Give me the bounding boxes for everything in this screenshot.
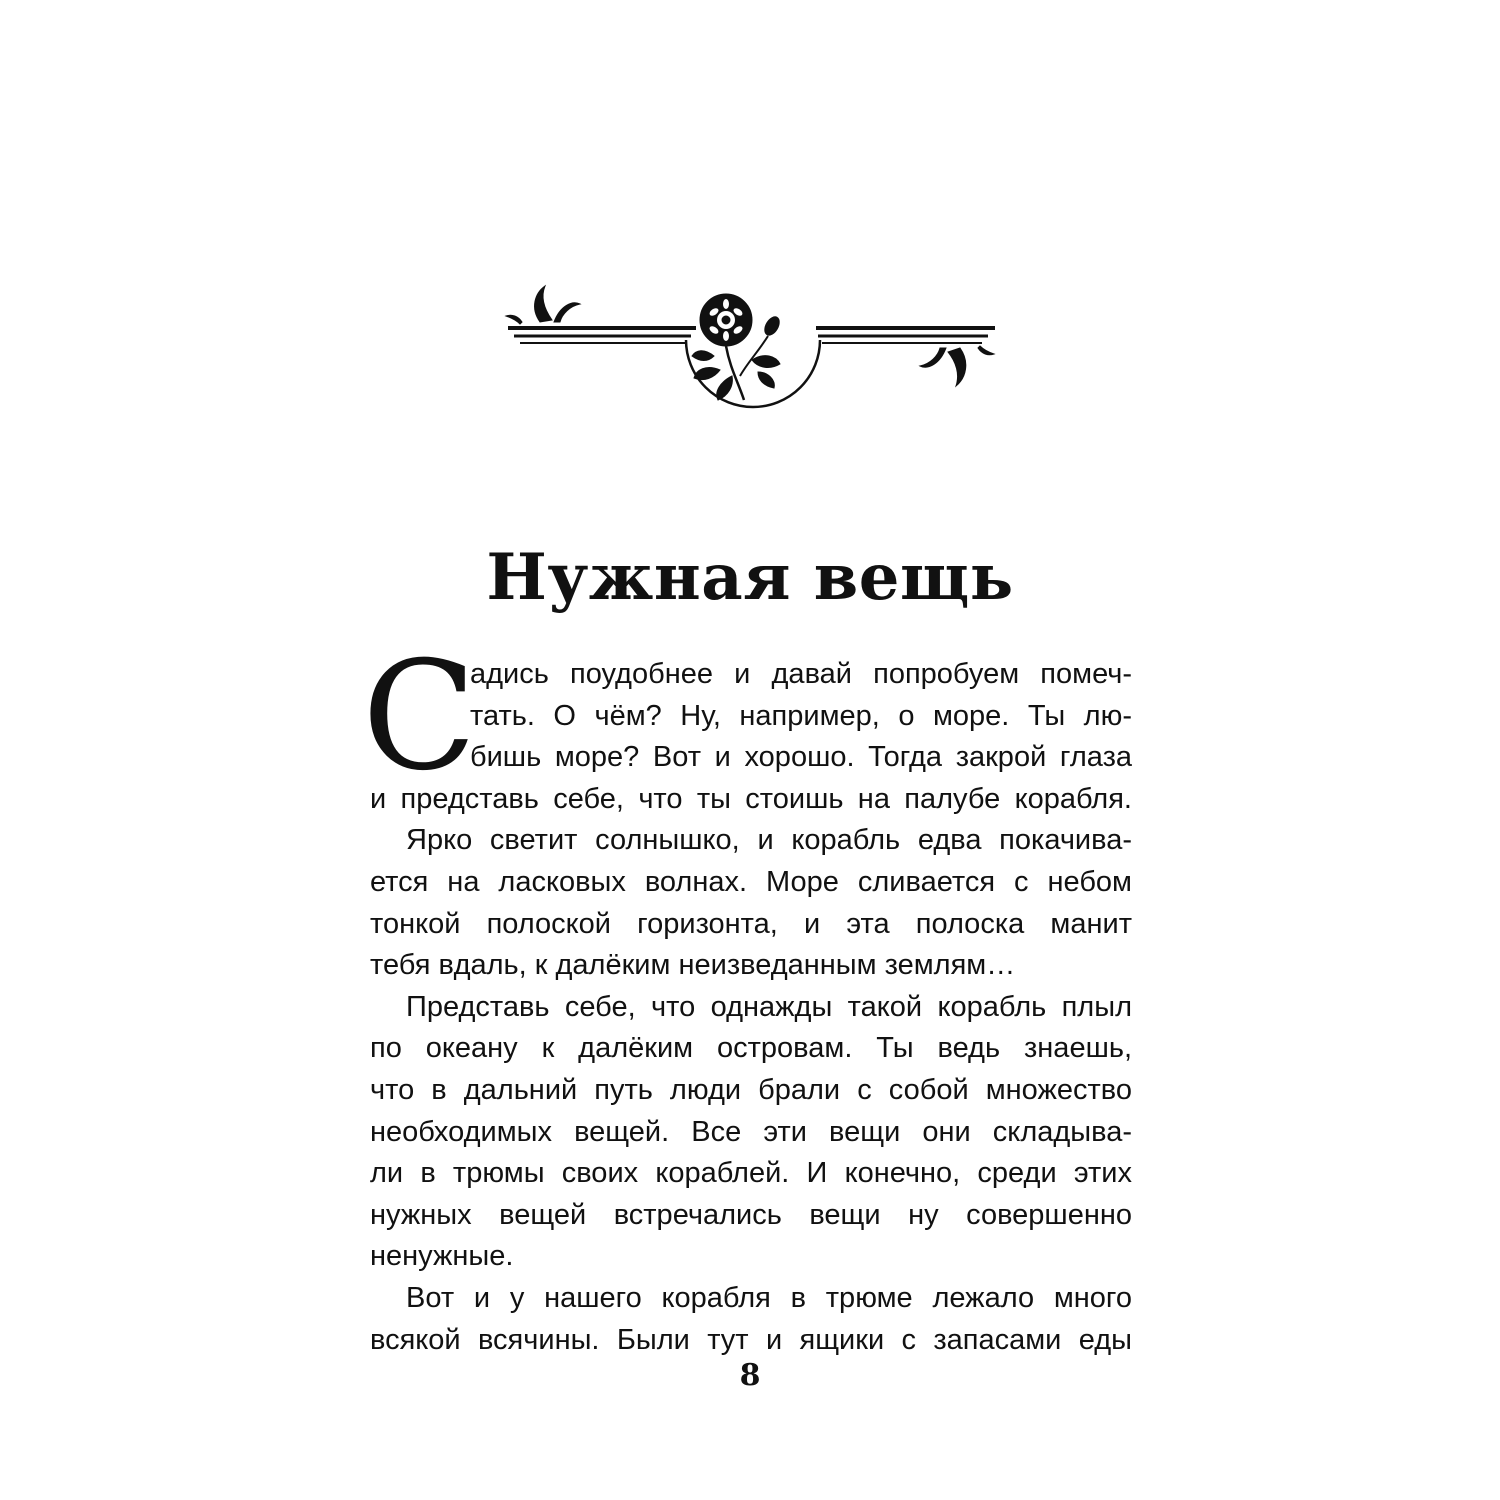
text-line: тонкой полоской горизонта, и эта полоска манит — [370, 907, 1132, 940]
text-line: ется на ласковых волнах. Море сливается с небом — [370, 865, 1132, 898]
text-line: всякой всячины. Были тут и ящики с запасами еды — [370, 1323, 1132, 1356]
text-line: и представь себе, что ты стоишь на палубе корабля. — [370, 782, 1132, 815]
text-line: ненужные. — [370, 1240, 514, 1273]
drop-cap: С — [362, 630, 477, 804]
page-number: 8 — [739, 1358, 761, 1393]
text-line: адись поудобнее и давай попробуем помеч- — [470, 658, 1132, 690]
text-line: необходимых вещей. Все эти вещи они складыва- — [370, 1115, 1132, 1148]
text-line: тебя вдаль, к далёким неизведанным землям… — [370, 949, 1016, 982]
text-line: что в дальний путь люди брали с собой множество — [370, 1073, 1132, 1106]
text-line: тать. О чём? Ну, например, о море. Ты лю- — [470, 699, 1132, 732]
rose-ornament-icon — [500, 278, 1000, 413]
text-line: Ярко светит солнышко, и корабль едва покачива- — [406, 824, 1132, 857]
text-line: нужных вещей встречались вещи ну совершенно — [370, 1198, 1132, 1231]
text-line: бишь море? Вот и хорошо. Тогда закрой глаза — [470, 741, 1132, 774]
text-line: Вот и у нашего корабля в трюме лежало много — [406, 1281, 1132, 1314]
text-line: ли в трюмы своих кораблей. И конечно, среди этих — [370, 1157, 1132, 1190]
text-line: Представь себе, что однажды такой корабль плыл — [406, 990, 1132, 1023]
body-text — [362, 630, 1132, 1361]
page-title: Нужная вещь — [486, 540, 1014, 615]
text-line: по океану к далёким островам. Ты ведь знаешь, — [370, 1032, 1132, 1065]
